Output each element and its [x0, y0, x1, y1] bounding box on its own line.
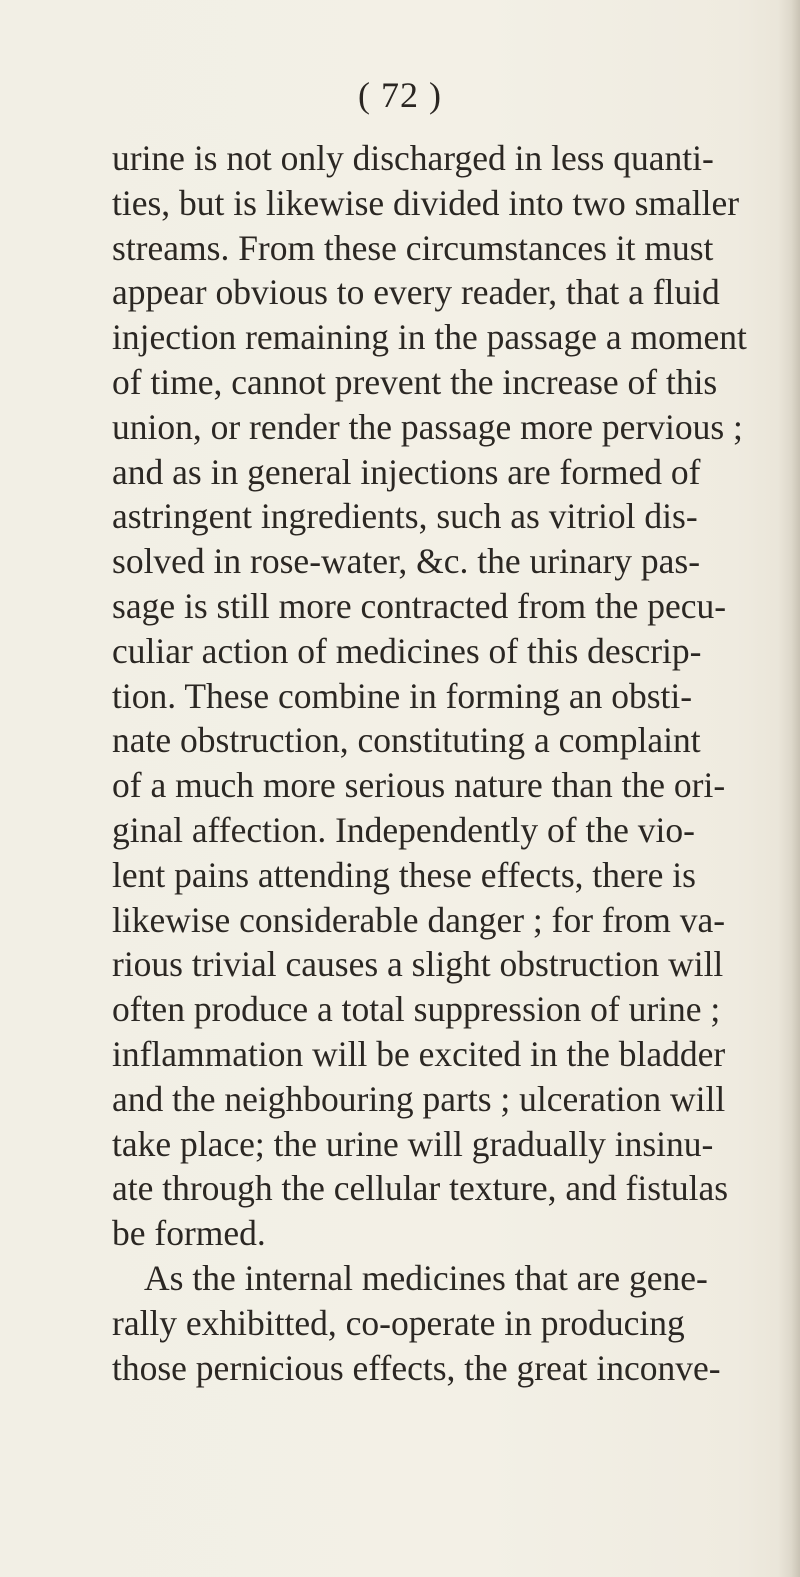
text-line: of time, cannot prevent the increase of this — [112, 361, 718, 402]
text-line: of a much more serious nature than the ori- — [112, 765, 726, 806]
page-edge-shadow — [778, 0, 800, 1577]
text-line: rious trivial causes a slight obstruction will — [112, 944, 724, 985]
text-line: union, or render the passage more pervious ; — [112, 406, 743, 447]
text-line: streams. From these circumstances it must — [112, 227, 714, 268]
text-line: take place; the urine will gradually insinu- — [112, 1123, 714, 1164]
text-line: and the neighbouring parts ; ulceration will — [112, 1078, 726, 1119]
text-line: those pernicious effects, the great inconve- — [112, 1347, 721, 1388]
text-line: injection remaining in the passage a moment — [112, 317, 747, 358]
text-line: and as in general injections are formed of — [112, 451, 701, 492]
text-line: often produce a total suppression of urine ; — [112, 989, 721, 1030]
text-line: ties, but is likewise divided into two smaller — [112, 182, 740, 223]
text-line: solved in rose-water, &c. the urinary pas- — [112, 541, 701, 582]
text-line: urine is not only discharged in less quanti- — [112, 138, 714, 178]
text-line: nate obstruction, constituting a complaint — [112, 720, 701, 761]
text-line: sage is still more contracted from the pecu- — [112, 585, 727, 626]
text-line: likewise considerable danger ; for from va- — [112, 899, 726, 940]
body-text — [112, 136, 800, 1390]
text-line: be formed. — [112, 1213, 266, 1254]
page-number: ( 72 ) — [358, 75, 442, 115]
paragraph-start-line: As the internal medicines that are gene- — [144, 1257, 708, 1298]
text-line: inflammation will be excited in the bladder — [112, 1033, 726, 1074]
text-line: culiar action of medicines of this descrip- — [112, 630, 702, 671]
text-line: ate through the cellular texture, and fistulas — [112, 1168, 729, 1209]
text-line: rally exhibitted, co-operate in producing — [112, 1302, 685, 1343]
text-line: lent pains attending these effects, there is — [112, 854, 696, 895]
text-line: appear obvious to every reader, that a fluid — [112, 272, 720, 313]
text-line: tion. These combine in forming an obsti- — [112, 675, 693, 716]
text-line: astringent ingredients, such as vitriol dis- — [112, 496, 698, 537]
text-line: ginal affection. Independently of the vio- — [112, 809, 695, 850]
